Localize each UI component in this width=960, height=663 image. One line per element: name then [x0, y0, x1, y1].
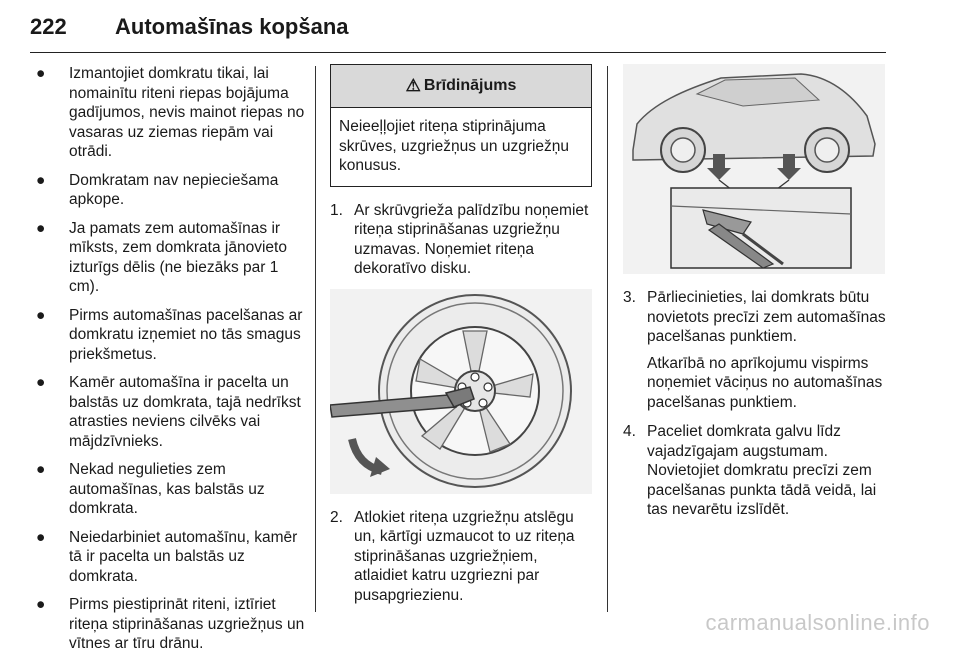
step-item: 2. Atlokiet riteņa uzgriežņu atslēgu un, kārtīgi uzmaucot to uz riteņa stiprināšanas uzgriežņiem, atlaidiet katru uzgriezni par pusapgriezienu.: [330, 508, 575, 604]
column-divider: [607, 66, 608, 612]
list-item: ● Nekad negulieties zem automašīnas, kas balstās uz domkrata.: [36, 461, 265, 517]
page-title: Automašīnas kopšana: [115, 14, 349, 39]
column-divider: [315, 66, 316, 612]
wheel-wrench-illustration: [330, 289, 592, 494]
list-item: ● Pirms automašīnas pacelšanas ar domkratu izņemiet no tās smagus priekšmetus.: [36, 306, 303, 363]
column-left: [36, 64, 306, 663]
page-header: [30, 0, 886, 53]
column-right: [623, 64, 888, 530]
warning-box: [330, 64, 592, 187]
watermark: carmanualsonline.info: [705, 610, 930, 635]
list-item: ● Pirms piestiprināt riteni, iztīriet riteņa stiprināšanas uzgriežņus un vītnes ar tīru drānu.: [36, 596, 305, 652]
list-item: ● Kamēr automašīna ir pacelta un balstās uz domkrata, tajā nedrīkst atrasties neviens cilvēks vai mājdzīvnieks.: [36, 374, 301, 450]
warning-text: Neieeļļojiet riteņa stiprinājuma skrūves, uzgriežņus un uzgriežņu konusus.: [339, 118, 570, 174]
list-item: ● Ja pamats zem automašīnas ir mīksts, zem domkrata jānovieto izturīgs dēlis (ne biezāks par 1 cm).: [36, 219, 287, 295]
warning-triangle-icon: ⚠: [405, 76, 421, 96]
list-item: ● Domkratam nav nepieciešama apkope.: [36, 171, 279, 208]
page-number: 222: [30, 14, 67, 39]
column-middle: [330, 64, 592, 615]
step-item: 1. Ar skrūvgrieža palīdzību noņemiet riteņa stiprināšanas uzgriežņu uzmavas. Noņemiet riteņa dekoratīvo disku.: [330, 201, 589, 277]
warning-title: Brīdinājums: [423, 77, 517, 95]
car-jack-illustration: [623, 64, 885, 274]
list-item: ● Neiedarbiniet automašīnu, kamēr tā ir pacelta un balstās uz domkrata.: [36, 528, 298, 585]
step-item: 4. Paceliet domkrata galvu līdz vajadzīgajam augstumam. Novietojiet domkratu precīzi zem pacelšanas punkta tādā veidā, lai tas nevarētu izslīdēt.: [623, 423, 877, 518]
list-item: ● Izmantojiet domkratu tikai, lai nomainītu riteni riepas bojājuma gadījumos, nevis mainot riepas no vasaras uz ziemas riepām vai otrādi.: [36, 65, 305, 160]
step-item: 3. Pārliecinieties, lai domkrats būtu novietots precīzi zem automašīnas pacelšanas punktiem. Atkarībā no aprīkojumu vispirms noņemiet vāciņus no automašīnas pacelšanas punktiem.: [623, 289, 886, 411]
